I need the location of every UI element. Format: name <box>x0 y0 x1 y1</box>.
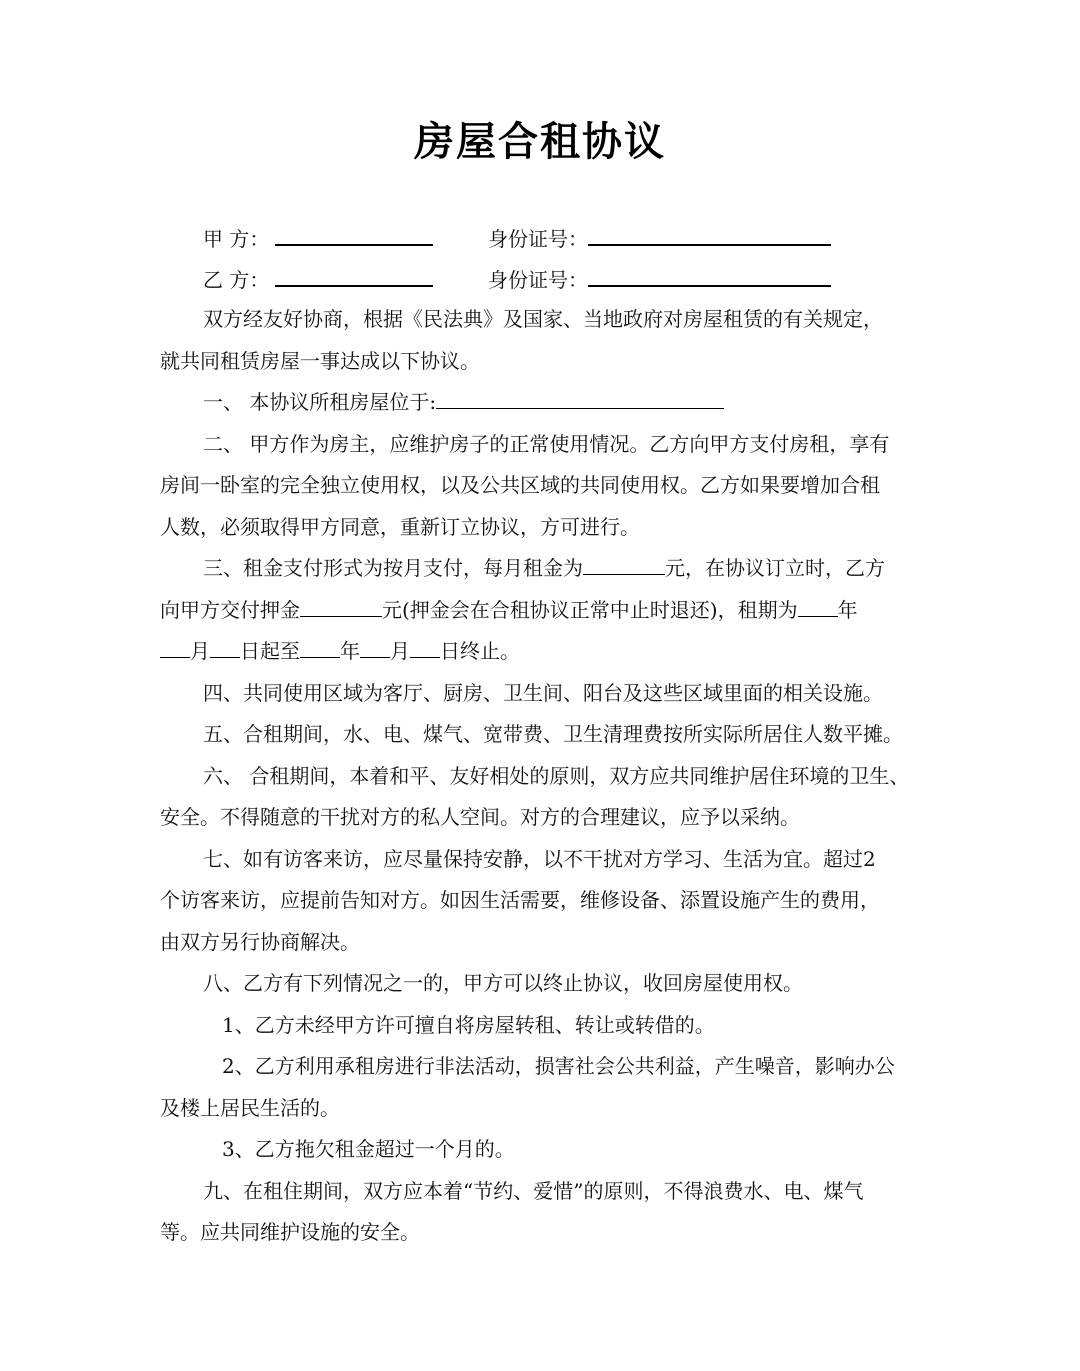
clause-3-text-j: 日终止。 <box>440 639 520 663</box>
party-a-id-label: 身份证号： <box>488 227 588 251</box>
party-a-id-blank[interactable] <box>588 222 831 246</box>
party-a-label: 甲 方： <box>203 227 270 251</box>
clause-2-line-2: 房间一卧室的完全独立使用权，以及公共区域的共同使用权。乙方如果要增加合租 <box>160 473 880 497</box>
clause-8-item-1: 1、乙方未经甲方许可擅自将房屋转租、转让或转借的。 <box>222 1012 715 1037</box>
end-month-blank[interactable] <box>360 637 390 658</box>
intro-line-1: 双方经友好协商，根据《民法典》及国家、当地政府对房屋租赁的有关规定， <box>203 307 883 331</box>
party-a-name-blank[interactable] <box>275 222 433 246</box>
clause-7-line-2: 个访客来访，应提前告知对方。如因生活需要，维修设备、添置设施产生的费用， <box>160 888 880 912</box>
clause-3-text-h: 年 <box>340 639 360 663</box>
clause-8: 八、乙方有下列情况之一的，甲方可以终止协议，收回房屋使用权。 <box>203 971 803 995</box>
end-year-blank[interactable] <box>300 637 340 658</box>
clause-3-line-1 <box>160 548 925 590</box>
clause-7-line-1: 七、如有访客来访，应尽量保持安静，以不干扰对方学习、生活为宜。超过2 <box>203 846 876 871</box>
clause-3-text-a: 三、租金支付形式为按月支付，每月租金为 <box>203 556 583 580</box>
clause-6-line-2: 安全。不得随意的干扰对方的私人空间。对方的合理建议，应予以采纳。 <box>160 805 800 829</box>
monthly-rent-blank[interactable] <box>583 554 665 575</box>
party-b-id-blank[interactable] <box>588 263 831 287</box>
clause-8-item-2-line-1: 2、乙方利用承租房进行非法活动，损害社会公共利益，产生噪音，影响办公 <box>222 1054 895 1078</box>
deposit-blank[interactable] <box>300 596 382 617</box>
clause-8-item-3: 3、乙方拖欠租金超过一个月的。 <box>222 1137 515 1161</box>
clause-2-line-3: 人数，必须取得甲方同意，重新订立协议，方可进行。 <box>160 514 640 539</box>
clause-3-text-f: 月 <box>190 639 210 663</box>
clause-3-text-d: 元(押金会在合租协议正常中止时退还)，租期为 <box>382 597 798 622</box>
clause-3-text-b: 元，在协议订立时，乙方 <box>665 556 885 580</box>
clause-3-text-c: 向甲方交付押金 <box>160 597 300 622</box>
party-a-row <box>203 222 433 254</box>
clause-5: 五、合租期间，水、电、煤气、宽带费、卫生清理费按所实际所居住人数平摊。 <box>203 722 903 746</box>
clause-8-item-2-line-2: 及楼上居民生活的。 <box>160 1095 340 1120</box>
clause-3-line-3 <box>160 631 925 673</box>
clause-3-text-g: 日起至 <box>240 639 300 663</box>
clause-9-line-2: 等。应共同维护设施的安全。 <box>160 1220 420 1244</box>
start-year-blank[interactable] <box>798 596 838 617</box>
document-title: 房屋合租协议 <box>414 119 666 165</box>
contract-body <box>160 299 925 1254</box>
end-day-blank[interactable] <box>410 637 440 658</box>
party-b-id-label: 身份证号： <box>488 268 588 292</box>
party-a-id-row <box>488 222 831 254</box>
clause-4: 四、共同使用区域为客厅、厨房、卫生间、阳台及这些区域里面的相关设施。 <box>203 680 883 705</box>
clause-9-line-1: 九、在租住期间，双方应本着“节约、爱惜”的原则，不得浪费水、电、煤气 <box>203 1178 864 1203</box>
clause-2-line-1: 二、 甲方作为房主，应维护房子的正常使用情况。乙方向甲方支付房租，享有 <box>203 431 890 456</box>
clause-1-text: 一、 本协议所租房屋位于: <box>203 390 437 414</box>
clause-3-text-i: 月 <box>390 639 410 663</box>
party-b-label: 乙 方： <box>203 268 270 292</box>
clause-3-line-2 <box>160 590 925 632</box>
party-b-row <box>203 263 433 295</box>
house-address-blank[interactable] <box>436 388 724 409</box>
clause-1 <box>160 382 925 424</box>
party-b-name-blank[interactable] <box>275 263 433 287</box>
clause-7-line-3: 由双方另行协商解决。 <box>160 929 360 954</box>
intro-line-2: 就共同租赁房屋一事达成以下协议。 <box>160 348 480 373</box>
party-b-id-row <box>488 263 831 295</box>
start-month-blank[interactable] <box>160 637 190 658</box>
clause-6-line-1: 六、 合租期间，本着和平、友好相处的原则，双方应共同维护居住环境的卫生、 <box>203 763 910 788</box>
start-day-blank[interactable] <box>210 637 240 658</box>
clause-3-text-e: 年 <box>837 597 858 622</box>
